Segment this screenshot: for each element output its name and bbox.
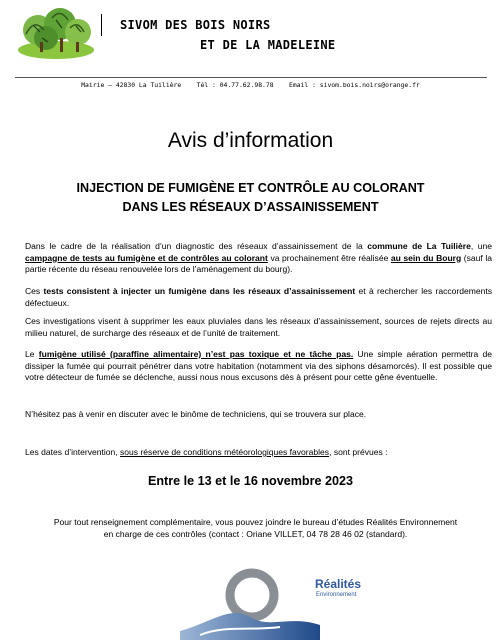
brand-subtitle: Environnement bbox=[316, 592, 357, 598]
paragraph-dates-intro: Les dates d’intervention, sous réserve de conditions météorologiques favorables, sont prévues : bbox=[25, 447, 388, 457]
page-title: Avis d’information bbox=[167, 129, 334, 152]
header-divider bbox=[101, 14, 102, 36]
paragraph-tests: Ces tests consistent à injecter un fumigène dans les réseaux d’assainissement et à rechercher les raccordements défectueux. bbox=[25, 286, 492, 308]
contact-line: Mairie – 42830 La Tuilière Tél : 04.77.62.98.78 Email : sivom.bois.noirs@orange.fr bbox=[81, 81, 420, 89]
org-name-line2: ET DE LA MADELEINE bbox=[200, 38, 336, 52]
paragraph-fumigene: Le fumigène utilisé (paraffine alimentaire) n’est pas toxique et ne tâche pas. Une simple aération permettra de dissiper la fumée qui pourrait pénétrer dans votre habitation (notamment via des siphons désamorcés). Il est possible que votre détecteur de fumée se déclenche, aussi nous nous excusons dès à présent pour cette gêne éventuelle. bbox=[25, 349, 493, 382]
paragraph-investigations: Ces investigations visent à supprimer les eaux pluviales dans les réseaux d’assainissement, sources de rejets directs au milieu naturel, de surcharge des réseaux et de l’unité de traitement. bbox=[25, 316, 492, 338]
sivom-logo bbox=[16, 4, 96, 60]
closing-contact bbox=[20, 516, 491, 540]
header-rule bbox=[15, 77, 487, 78]
closing-line2: en charge de ces contrôles (contact : Oriane VILLET, 04 78 28 46 02 (standard). bbox=[103, 529, 408, 539]
brand-name: Réalités bbox=[315, 577, 362, 591]
paragraph-techniciens: N’hésitez pas à venir en discuter avec le binôme de techniciens, qui se trouvera sur place. bbox=[25, 409, 367, 419]
paragraph-intro: Dans le cadre de la réalisation d’un diagnostic des réseaux d’assainissement de la commune de La Tuilière, une campagne de tests au fumigène et de contrôles au colorant va prochainement être réalisée au sein du Bourg (sauf la partie récente du réseau renouvelée lors de l’aménagement du bourg). bbox=[25, 241, 492, 274]
intervention-dates: Entre le 13 et le 16 novembre 2023 bbox=[147, 474, 354, 488]
org-name-line1: SIVOM DES BOIS NOIRS bbox=[120, 18, 271, 32]
heading-line2: DANS LES RÉSEAUX D’ASSAINISSEMENT bbox=[122, 200, 379, 214]
closing-line1: Pour tout renseignement complémentaire, vous pouvez joindre le bureau d’études Réalités Environnement bbox=[53, 517, 458, 527]
heading-line1: INJECTION DE FUMIGÈNE ET CONTRÔLE AU COLORANT bbox=[76, 181, 425, 195]
